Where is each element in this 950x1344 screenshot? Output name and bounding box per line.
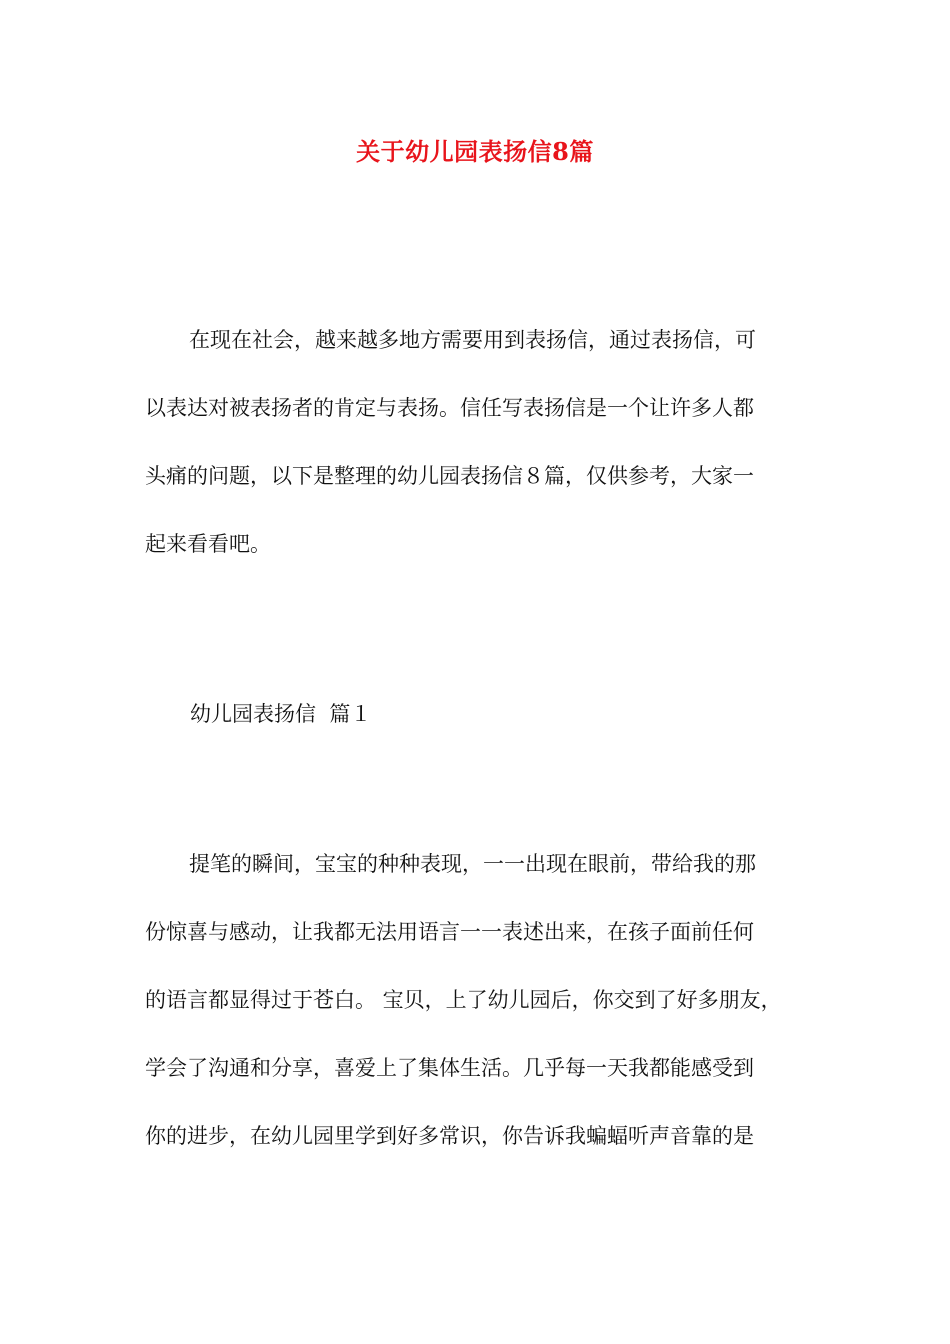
section-heading: 幼儿园表扬信 篇１ [190, 702, 372, 726]
intro-line: 起来看看吧。 [145, 532, 271, 556]
letter-line: 的语言都显得过于苍白。 宝贝，上了幼儿园后，你交到了好多朋友， [145, 988, 782, 1012]
intro-line: 头痛的问题，以下是整理的幼儿园表扬信８篇，仅供参考，大家一 [145, 464, 754, 488]
letter-line: 学会了沟通和分享，喜爱上了集体生活。几乎每一天我都能感受到 [145, 1056, 754, 1080]
intro-line: 以表达对被表扬者的肯定与表扬。信任写表扬信是一个让许多人都 [145, 396, 754, 420]
letter-line: 提笔的瞬间，宝宝的种种表现，一一出现在眼前，带给我的那 [189, 852, 756, 876]
intro-paragraph [145, 306, 807, 578]
letter-paragraph [145, 830, 807, 1170]
document-title: 关于幼儿园表扬信8篇 [356, 137, 594, 166]
letter-line: 份惊喜与感动，让我都无法用语言一一表述出来，在孩子面前任何 [145, 920, 754, 944]
intro-line: 在现在社会，越来越多地方需要用到表扬信，通过表扬信，可 [189, 328, 756, 352]
letter-line: 你的进步，在幼儿园里学到好多常识，你告诉我蝙蝠听声音靠的是 [145, 1124, 754, 1148]
